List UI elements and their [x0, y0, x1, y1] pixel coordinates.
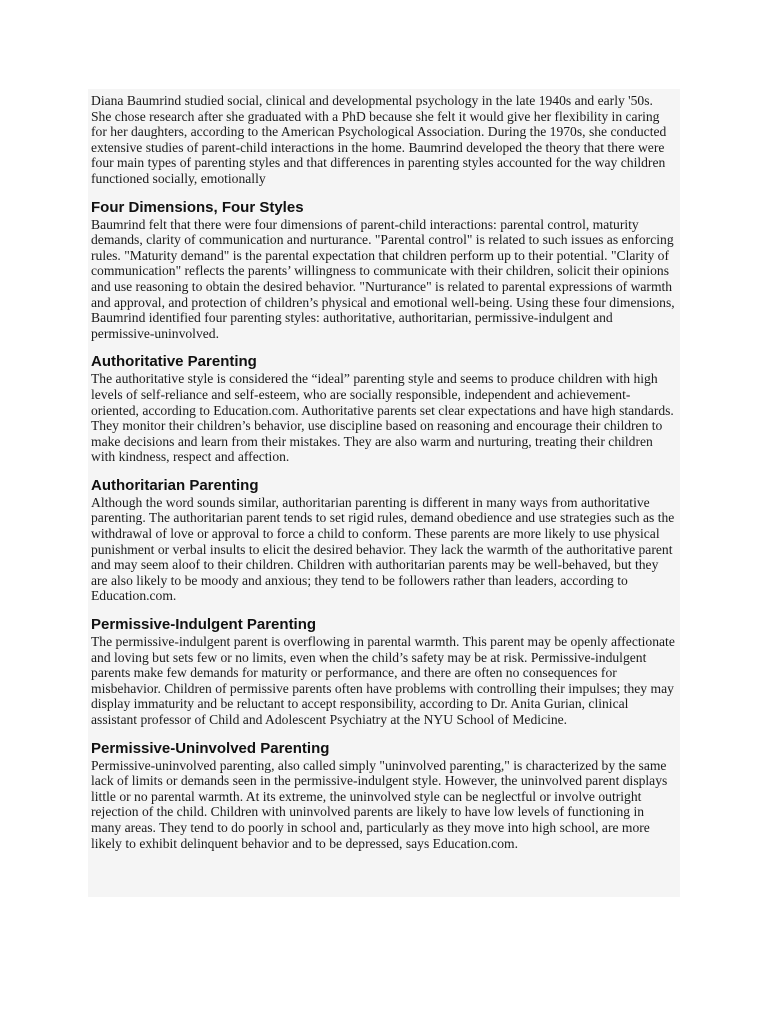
section-body: Although the word sounds similar, authoritarian parenting is different in many ways from authoritative parenting. The authoritarian parent tends to set rigid rules, demand obedience and use strategies such as the withdrawal of love or approval to force a child to conform. These parents are more likely to use physical punishment or verbal insults to elicit the desired behavior. They lack the warmth of the authoritative parent and may seem aloof to their children. Children with authoritarian parents may be well-behaved, but they are also likely to be moody and anxious; they tend to be followers rather than leaders, according to Education.com. [91, 494, 675, 604]
section-authoritative [91, 353, 676, 465]
document-page [88, 89, 680, 897]
intro-paragraph: Diana Baumrind studied social, clinical and developmental psychology in the late 1940s and early '50s. She chose research after she graduated with a PhD because she felt it would give her flexibility in caring for her daughters, according to the American Psychological Association. During the 1970s, she conducted extensive studies of parent-child interactions in the home. Baumrind developed the theory that there were four main types of parenting styles and that differences in parenting styles accounted for the way children functioned socially, emotionally [91, 93, 667, 186]
section-heading: Permissive-Indulgent Parenting [91, 616, 317, 634]
section-heading: Permissive-Uninvolved Parenting [91, 739, 330, 757]
section-four-dimensions [91, 199, 676, 342]
section-permissive-indulgent [91, 616, 676, 728]
section-heading: Authoritarian Parenting [91, 476, 259, 494]
section-body: The authoritative style is considered the “ideal” parenting style and seems to produce children with high levels of self-reliance and self-esteem, who are socially responsible, independent and achievement-oriented, according to Education.com. Authoritative parents set clear expectations and have high standards. They monitor their children’s behavior, use discipline based on reasoning and encourage their children to make decisions and learn from their mistakes. They are also warm and nurturing, treating their children with kindness, respect and affection. [91, 371, 674, 465]
section-body: The permissive-indulgent parent is overflowing in parental warmth. This parent may be openly affectionate and loving but sets few or no limits, even when the child’s safety may be at risk. Permissive-indulgent parents make few demands for maturity or performance, and there are often no consequences for misbehavior. Children of permissive parents often have problems with controlling their impulses; they may display immaturity and be reluctant to accept responsibility, according to Dr. Anita Gurian, clinical assistant professor of Child and Adolescent Psychiatry at the NYU School of Medicine. [91, 634, 675, 727]
section-permissive-uninvolved [91, 740, 676, 852]
section-heading: Authoritative Parenting [91, 353, 257, 371]
section-body: Baumrind felt that there were four dimensions of parent-child interactions: parental control, maturity demands, clarity of communication and nurturance. "Parental control" is related to such issues as enforcing rules. "Maturity demand" is the parental expectation that children perform up to their potential. "Clarity of communication" reflects the parents’ willingness to communicate with their children, solicit their opinions and use reasoning to obtain the desired behavior. "Nurturance" is related to parental expressions of warmth and approval, and protection of children’s physical and emotional well-being. Using these four dimensions, Baumrind identified four parenting styles: authoritative, authoritarian, permissive-indulgent and permissive-uninvolved. [91, 216, 675, 341]
section-heading: Four Dimensions, Four Styles [91, 198, 304, 216]
section-authoritarian [91, 477, 676, 604]
section-body: Permissive-uninvolved parenting, also called simply "uninvolved parenting," is characterized by the same lack of limits or demands seen in the permissive-indulgent style. However, the uninvolved parent displays little or no parental warmth. At its extreme, the uninvolved style can be neglectful or involve outright rejection of the child. Children with uninvolved parents are likely to have low levels of functioning in many areas. They tend to do poorly in school and, particularly as they move into high school, are more likely to exhibit delinquent behavior and to be depressed, says Education.com. [91, 757, 668, 851]
